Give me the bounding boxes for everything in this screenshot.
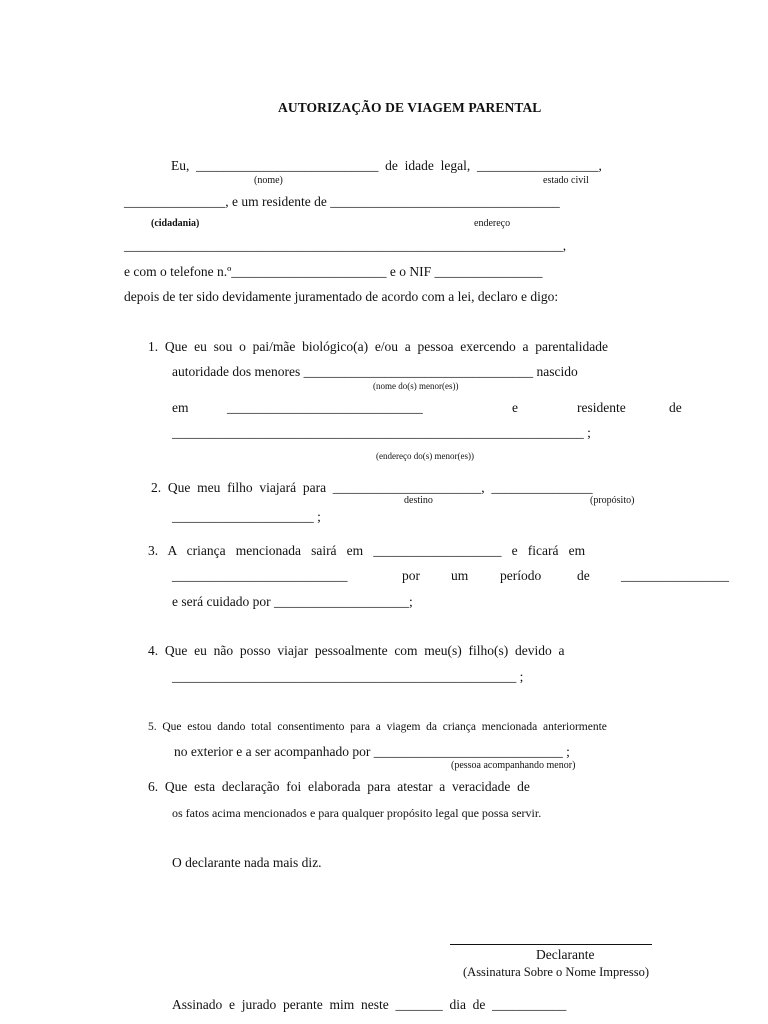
item-3-line-3: e será cuidado por ____________________; [172, 594, 413, 609]
document-title: AUTORIZAÇÃO DE VIAGEM PARENTAL [278, 100, 542, 115]
label-cidadania: (cidadania) [151, 218, 200, 229]
intro-line-phone-nif: e com o telefone n.º_______________________ e o NIF ________________ [124, 264, 543, 279]
item-3-line-2-periodo: período [500, 568, 542, 583]
item-3-line-1: 3. A criança mencionada sairá em ___________________ e ficará em [148, 543, 586, 558]
item-3-line-2-um: um [451, 568, 469, 583]
item-5-line-2: no exterior e a ser acompanhado por ____________________________ ; [174, 744, 570, 759]
intro-line-address: _________________________________________________________________, [124, 238, 567, 253]
item-6-line-2: os fatos acima mencionados e para qualquer propósito legal que possa servir. [172, 806, 542, 820]
item-1-line-3-blank: _____________________________ [227, 400, 423, 415]
item-2-line-2: _____________________ ; [172, 509, 321, 524]
item-1-line-3-residente: residente [577, 400, 626, 415]
label-pessoa-acompanhando: (pessoa acompanhando menor) [451, 760, 576, 771]
sworn-line: Assinado e jurado perante mim neste _______ dia de ___________ [172, 997, 567, 1012]
signature-role: Declarante [536, 947, 595, 962]
item-1-line-1: 1. Que eu sou o pai/mãe biológico(a) e/ou a pessoa exercendo a parentalidade [148, 339, 608, 354]
intro-line-sworn: depois de ter sido devidamente juramentado de acordo com a lei, declaro e digo: [124, 289, 559, 304]
intro-line-residence: _______________, e um residente de __________________________________ [124, 194, 560, 209]
label-endereco-menores: (endereço do(s) menor(es)) [376, 451, 474, 461]
item-1-line-2: autoridade dos menores __________________________________ nascido [172, 364, 578, 379]
item-1-line-4: _____________________________________________________________ ; [172, 425, 591, 440]
signature-caption: (Assinatura Sobre o Nome Impresso) [463, 965, 650, 979]
item-2-line-1: 2. Que meu filho viajará para ______________________, _______________ [151, 480, 593, 495]
item-1-line-3-em: em [172, 400, 189, 415]
item-3-line-2-blank-2: ________________ [621, 568, 729, 583]
item-3-line-2-por: por [402, 568, 420, 583]
label-nome: (nome) [254, 175, 283, 186]
item-3-line-2-blank: __________________________ [172, 568, 348, 583]
item-3-line-2-de: de [577, 568, 590, 583]
item-4-line-1: 4. Que eu não posso viajar pessoalmente com meu(s) filho(s) devido a [148, 643, 565, 658]
label-estado-civil: estado civil [543, 175, 589, 186]
closing-statement: O declarante nada mais diz. [172, 855, 322, 870]
label-nomes-menores: (nome do(s) menor(es)) [373, 381, 459, 391]
item-4-line-2: ___________________________________________________ ; [172, 669, 524, 684]
label-proposito: (propósito) [590, 495, 635, 506]
item-5-line-1: 5. Que estou dando total consentimento para a viagem da criança mencionada anteriormente [148, 721, 607, 733]
item-1-line-3-de: de [669, 400, 682, 415]
item-1-line-3-e: e [512, 400, 518, 415]
item-6-line-1: 6. Que esta declaração foi elaborada para atestar a veracidade de [148, 779, 530, 794]
label-endereco: endereço [474, 218, 511, 229]
label-destino: destino [404, 495, 433, 506]
intro-line-name: Eu, ___________________________ de idade legal, __________________, [171, 158, 602, 173]
signature-line [450, 944, 652, 945]
